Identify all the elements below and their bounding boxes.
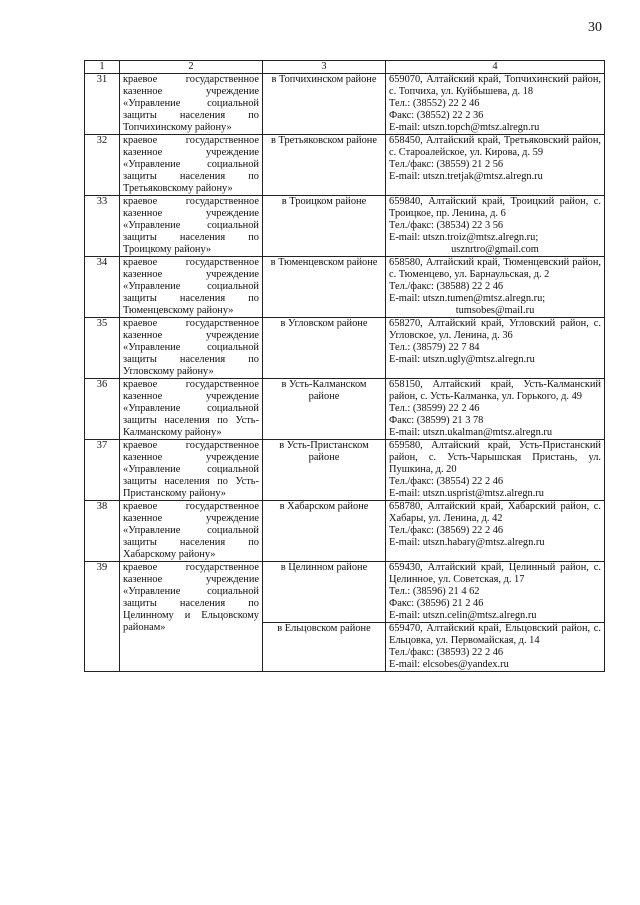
district-name: в Целинном районе (263, 562, 386, 623)
organization-name: краевое государственное казенное учреждение «Управление социальной защиты населения по Хабарскому району» (120, 501, 263, 562)
phone-line: Тел./факс: (38554) 22 2 46 (389, 476, 504, 487)
table-row (85, 440, 605, 501)
row-number: 32 (85, 135, 120, 196)
contact-details (386, 196, 605, 257)
contact-details (386, 562, 605, 623)
email-line: E-mail: utszn.tumen@mtsz.alregn.ru; (389, 293, 546, 304)
row-number: 35 (85, 318, 120, 379)
contact-details (386, 440, 605, 501)
postal-address: 659070, Алтайский край, Топчихинский район, с. Топчиха, ул. Куйбышева, д. 18 (389, 74, 604, 97)
organization-name: краевое государственное казенное учреждение «Управление социальной защиты населения по Усть-Пристанскому району» (120, 440, 263, 501)
phone-line: Факс: (38596) 21 2 46 (389, 598, 484, 609)
phone-line: Тел.: (38596) 21 4 62 (389, 586, 480, 597)
postal-address: 659430, Алтайский край, Целинный район, с. Целинное, ул. Советская, д. 17 (389, 562, 604, 585)
email-line: E-mail: utszn.ukalman@mtsz.alregn.ru (389, 427, 553, 438)
contact-details (386, 74, 605, 135)
phone-line: Тел./факс: (38569) 22 2 46 (389, 525, 504, 536)
organization-name: краевое государственное казенное учреждение «Управление социальной защиты населения по Целинному и Ельцовскому районам» (120, 562, 263, 672)
table-row (85, 318, 605, 379)
contact-details (386, 135, 605, 196)
email-line: E-mail: elcsobes@yandex.ru (389, 659, 509, 670)
organization-name: краевое государственное казенное учреждение «Управление социальной защиты населения по Топчихинскому району» (120, 74, 263, 135)
postal-address: 658580, Алтайский край, Тюменцевский район, с. Тюменцево, ул. Барнаульская, д. 2 (389, 257, 604, 280)
header-col-3: 3 (263, 61, 386, 74)
email-line-alt: tumsobes@mail.ru (455, 305, 535, 316)
contact-details (386, 379, 605, 440)
table-row (85, 74, 605, 135)
table-row (85, 196, 605, 257)
organization-name: краевое государственное казенное учреждение «Управление социальной защиты населения по Угловскому району» (120, 318, 263, 379)
postal-address: 658450, Алтайский край, Третьяковский район, с. Староалейское, ул. Кирова, д. 59 (389, 135, 604, 158)
phone-line: Тел./факс: (38559) 21 2 56 (389, 159, 504, 170)
table-row (85, 501, 605, 562)
district-name: в Троицком районе (263, 196, 386, 257)
postal-address: 658150, Алтайский край, Усть-Калманский район, с. Усть-Калманка, ул. Горького, д. 49 (389, 379, 604, 402)
row-number: 39 (85, 562, 120, 672)
page-number: 30 (588, 20, 602, 35)
email-line: E-mail: utszn.troiz@mtsz.alregn.ru; (389, 232, 539, 243)
email-line: E-mail: utszn.tretjak@mtsz.alregn.ru (389, 171, 543, 182)
phone-line: Тел./факс: (38593) 22 2 46 (389, 647, 504, 658)
contact-details (386, 623, 605, 672)
phone-line: Факс: (38599) 21 3 78 (389, 415, 484, 426)
organization-name: краевое государственное казенное учреждение «Управление социальной защиты населения по Тюменцевскому району» (120, 257, 263, 318)
email-line: E-mail: utszn.usprist@mtsz.alregn.ru (389, 488, 545, 499)
phone-line: Тел.: (38599) 22 2 46 (389, 403, 480, 414)
district-name: в Топчихинском районе (263, 74, 386, 135)
row-number: 37 (85, 440, 120, 501)
row-number: 33 (85, 196, 120, 257)
row-number: 31 (85, 74, 120, 135)
phone-line: Тел./факс: (38534) 22 3 56 (389, 220, 504, 231)
phone-line: Тел.: (38579) 22 7 84 (389, 342, 480, 353)
table-row (85, 562, 605, 623)
row-number: 36 (85, 379, 120, 440)
table-row (85, 257, 605, 318)
header-col-2: 2 (120, 61, 263, 74)
header-col-1: 1 (85, 61, 120, 74)
postal-address: 659840, Алтайский край, Троицкий район, с. Троицкое, пр. Ленина, д. 6 (389, 196, 604, 219)
contact-details (386, 501, 605, 562)
organization-name: краевое государственное казенное учреждение «Управление социальной защиты населения по Усть-Калманскому району» (120, 379, 263, 440)
email-line: E-mail: utszn.celin@mtsz.alregn.ru (389, 610, 537, 621)
district-name: в Угловском районе (263, 318, 386, 379)
postal-address: 659470, Алтайский край, Ельцовский район, с. Ельцовка, ул. Первомайская, д. 14 (389, 623, 604, 646)
email-line-alt: usznrtro@gmail.com (451, 244, 539, 255)
district-name: в Усть-Калманском районе (263, 379, 386, 440)
postal-address: 658270, Алтайский край, Угловский район, с. Угловское, ул. Ленина, д. 36 (389, 318, 604, 341)
postal-address: 659580, Алтайский край, Усть-Пристанский район, с. Усть-Чарышская Пристань, ул. Пушкина, д. 20 (389, 440, 604, 475)
contact-details (386, 318, 605, 379)
email-line: E-mail: utszn.ugly@mtsz.alregn.ru (389, 354, 535, 365)
district-name: в Усть-Пристанском районе (263, 440, 386, 501)
table-body (85, 74, 605, 672)
postal-address: 658780, Алтайский край, Хабарский район, с. Хабары, ул. Ленина, д. 42 (389, 501, 604, 524)
row-number: 38 (85, 501, 120, 562)
district-name: в Ельцовском районе (263, 623, 386, 672)
organization-name: краевое государственное казенное учреждение «Управление социальной защиты населения по Троицкому району» (120, 196, 263, 257)
table-row (85, 135, 605, 196)
district-name: в Тюменцевском районе (263, 257, 386, 318)
district-name: в Третьяковском районе (263, 135, 386, 196)
phone-line: Факс: (38552) 22 2 36 (389, 110, 484, 121)
offices-table (84, 60, 605, 672)
district-name: в Хабарском районе (263, 501, 386, 562)
header-col-4: 4 (386, 61, 605, 74)
row-number: 34 (85, 257, 120, 318)
email-line: E-mail: utszn.habary@mtsz.alregn.ru (389, 537, 545, 548)
contact-details (386, 257, 605, 318)
email-line: E-mail: utszn.topch@mtsz.alregn.ru (389, 122, 540, 133)
phone-line: Тел./факс: (38588) 22 2 46 (389, 281, 504, 292)
phone-line: Тел.: (38552) 22 2 46 (389, 98, 480, 109)
table-header (85, 61, 605, 74)
organization-name: краевое государственное казенное учреждение «Управление социальной защиты населения по Третьяковскому району» (120, 135, 263, 196)
table-row (85, 379, 605, 440)
